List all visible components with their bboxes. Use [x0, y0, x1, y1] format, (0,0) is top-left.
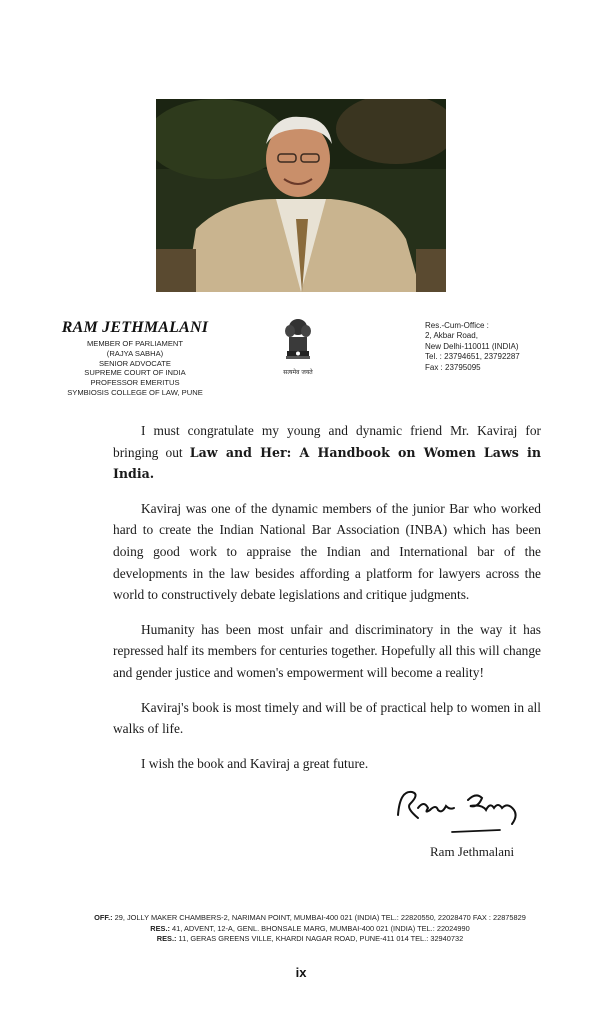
letter-body: [113, 420, 541, 787]
contact-line: Res.-Cum-Office :: [425, 321, 489, 330]
letterhead-line: MEMBER OF PARLIAMENT: [86, 339, 184, 348]
letterhead-line: PROFESSOR EMERITUS: [90, 378, 180, 388]
paragraph-2: Kaviraj was one of the dynamic members of the junior Bar who worked hard to create the Indian National Bar Association (INBA) which has been doing good work to appraise the Indian and International bar of the developments in the law besides affording a platform for lawyers across the world to constructively debate legislations and critique judgments.: [113, 500, 541, 603]
footer-line-office: [60, 913, 560, 924]
national-emblem: [278, 317, 318, 379]
contact-line: Tel. : 23794651, 23792287: [425, 352, 520, 362]
footer-text: 41, ADVENT, 12-A, GENL. BHONSALE MARG, MUMBAI-400 021 (INDIA) TEL.: 22024990: [170, 923, 470, 933]
letterhead-footer: [60, 913, 560, 945]
contact-line: New Delhi-110011 (INDIA): [425, 341, 519, 351]
footer-text: 11, GERAS GREENS VILLE, KHARDI NAGAR ROAD, PUNE-411 014 TEL.: 32940732: [176, 934, 464, 944]
paragraph-1-text: I must congratulate my young and dynamic friend Mr. Kaviraj for bringing out: [113, 423, 541, 460]
letterhead-line: SYMBIOSIS COLLEGE OF LAW, PUNE: [67, 387, 203, 397]
footer-label: OFF.:: [94, 913, 113, 922]
contact-line: 2, Akbar Road,: [425, 331, 478, 341]
footer-text: 29, JOLLY MAKER CHAMBERS-2, NARIMAN POINT, MUMBAI-400 021 (INDIA) TEL.: 22820550, 22028470 FAX : 22875829: [112, 913, 526, 922]
signer-name: Ram Jethmalani: [430, 844, 515, 859]
letterhead-name: RAM JETHMALANI: [61, 319, 209, 336]
paragraph-5: I wish the book and Kaviraj a great future.: [141, 755, 369, 771]
emblem-motto: सत्यमेव जयते: [283, 369, 313, 376]
contact-line: Fax : 23795095: [425, 362, 481, 372]
author-photo: [156, 99, 446, 292]
paragraph-1: [113, 420, 541, 485]
paragraph-3: Humanity has been most unfair and discriminatory in the way it has repressed half its members for centuries together. Hopefully all this will change and gender justice and women's empowerment will become a reality!: [113, 621, 541, 680]
page-number: ix: [295, 965, 307, 980]
letterhead-line: (RAJYA SABHA): [106, 348, 164, 358]
footer-label: RES.:: [156, 934, 177, 944]
letterhead-line: SUPREME COURT OF INDIA: [84, 368, 186, 378]
letterhead-line: SENIOR ADVOCATE: [98, 358, 171, 368]
lion-capital-icon: [283, 317, 313, 367]
paragraph-4: Kaviraj's book is most timely and will be of practical help to women in all walks of life.: [113, 699, 541, 737]
signature-graphic: [390, 780, 540, 840]
letterhead-left: [40, 319, 230, 398]
footer-label: RES.:: [150, 923, 170, 933]
letterhead-contact: [425, 321, 565, 373]
footer-line-res-mumbai: [60, 924, 560, 935]
author-portrait-illustration: [156, 99, 446, 292]
book-title: Law and Her: A Handbook on Women Laws in India.: [113, 444, 541, 482]
footer-line-res-pune: [60, 934, 560, 945]
handwritten-signature: [390, 780, 540, 840]
